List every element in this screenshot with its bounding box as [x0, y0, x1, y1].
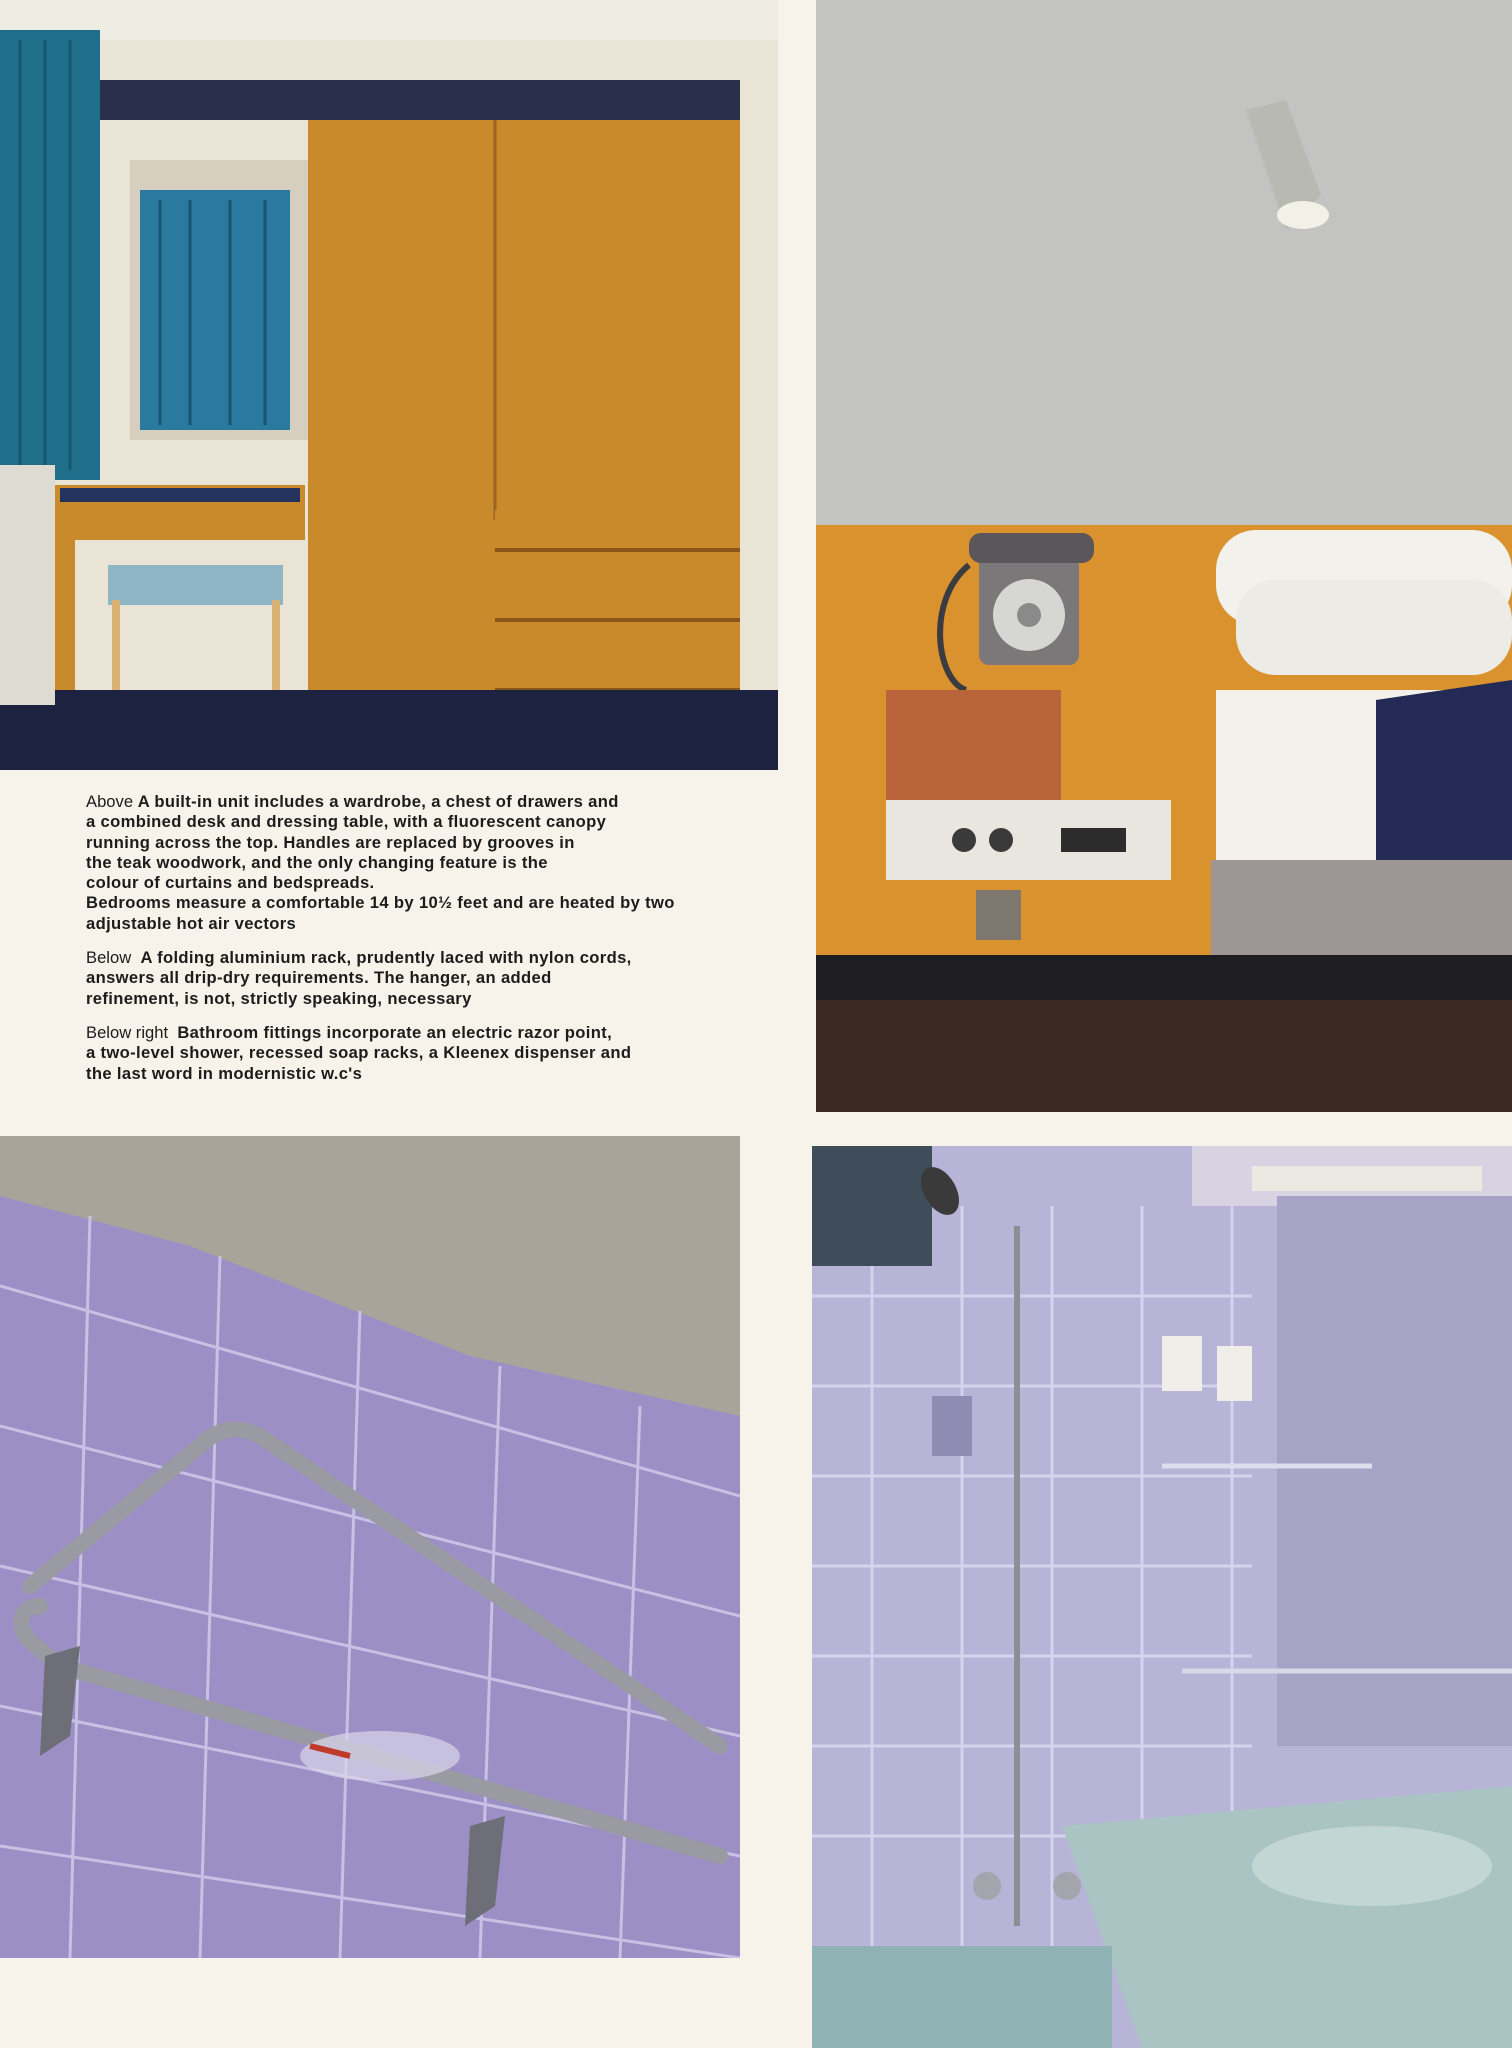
caption-below-right: [86, 1023, 776, 1084]
caption-block: [86, 792, 776, 1098]
photo-wardrobe-unit: [0, 0, 778, 770]
caption-above-line: the teak woodwork, and the only changing feature is the: [86, 852, 548, 872]
caption-above: [86, 792, 776, 934]
caption-below-right-line: a two-level shower, recessed soap racks, a Kleenex dispenser and: [86, 1043, 632, 1063]
caption-below-line: A folding aluminium rack, prudently laced with nylon cords,: [140, 948, 632, 968]
photo-bathroom-fittings: [812, 1146, 1512, 2048]
caption-above-line: adjustable hot air vectors: [86, 913, 297, 933]
caption-above-line: a combined desk and dressing table, with a fluorescent canopy: [86, 812, 607, 832]
caption-above-lead: Above: [86, 792, 134, 811]
caption-below-line: refinement, is not, strictly speaking, necessary: [86, 988, 472, 1008]
caption-above-line: A built-in unit includes a wardrobe, a chest of drawers and: [137, 792, 619, 811]
caption-above-line: Bedrooms measure a comfortable 14 by 10½ feet and are heated by two: [86, 893, 675, 913]
caption-below-lead: Below: [86, 948, 132, 968]
caption-below-line: answers all drip-dry requirements. The hanger, an added: [86, 968, 552, 988]
photo-bedside-telephone: [816, 0, 1512, 1112]
caption-below-right-line: the last word in modernistic w.c's: [86, 1063, 363, 1083]
caption-above-line: running across the top. Handles are replaced by grooves in: [86, 832, 575, 852]
caption-below-right-lead: Below right: [86, 1022, 169, 1042]
caption-below: [86, 948, 776, 1009]
caption-below-right-line: Bathroom fittings incorporate an electric razor point,: [177, 1022, 613, 1042]
photo-aluminium-rack: [0, 1136, 740, 1958]
caption-above-line: colour of curtains and bedspreads.: [86, 873, 375, 893]
